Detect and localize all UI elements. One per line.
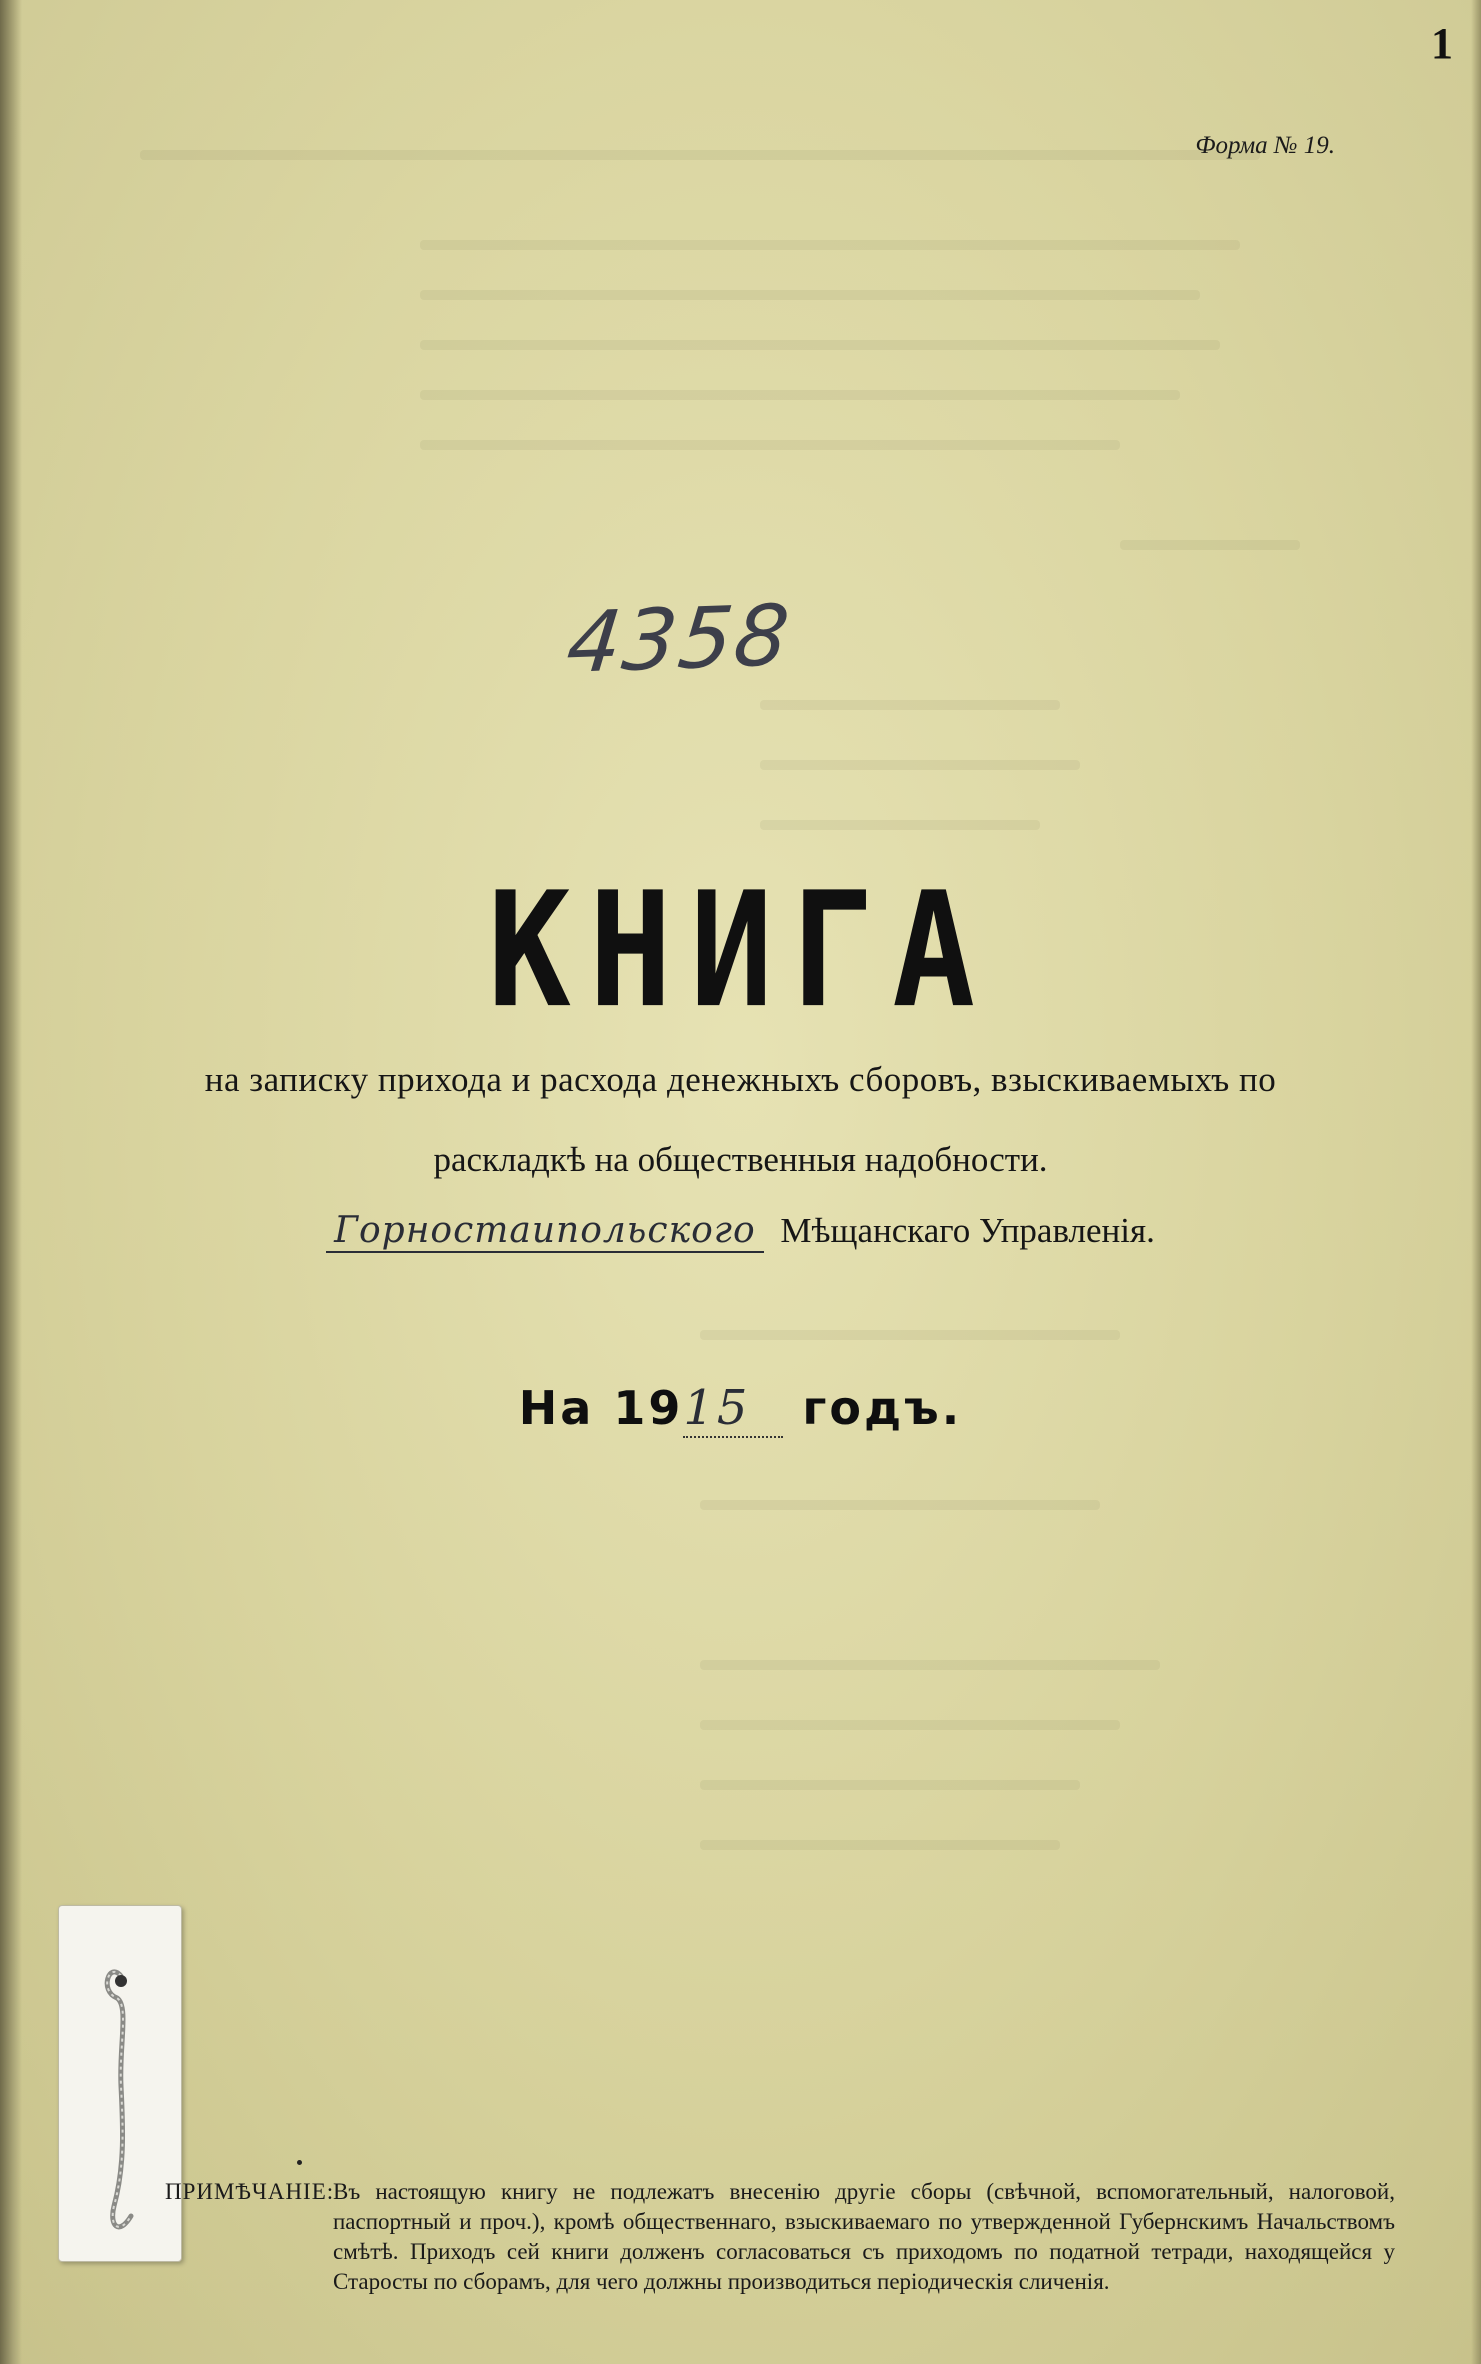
year-suffix: годъ. bbox=[802, 1381, 963, 1435]
bleed-through-line bbox=[700, 1720, 1120, 1730]
bleed-through-line bbox=[700, 1500, 1100, 1510]
bleed-through-line bbox=[420, 440, 1120, 450]
archive-string-tag bbox=[58, 1905, 182, 2262]
bleed-through-line bbox=[700, 1330, 1120, 1340]
bleed-through-line bbox=[760, 700, 1060, 710]
bleed-through-line bbox=[700, 1780, 1080, 1790]
tag-hole bbox=[115, 1975, 127, 1987]
binding-edge bbox=[0, 0, 22, 2364]
page-edge-shadow bbox=[1471, 0, 1481, 2364]
string-icon bbox=[59, 1906, 181, 2261]
footnote-text: Въ настоящую книгу не подлежатъ внесенію другіе сборы (свѣчной, вспомогательный, налоговой, паспортный и проч.), кромѣ общественнаго, взыскиваемаго по утвержденной Губернскимъ Начальствомъ смѣтѣ. Приходъ сей книги долженъ согласоваться съ приходомъ по податной тетради, находящейся у Старосты по сборамъ, для чего должны производиться періодическія сличенія. bbox=[333, 2179, 1395, 2294]
bleed-through-line bbox=[760, 820, 1040, 830]
subtitle-line-1: на записку прихода и расхода денежныхъ сборовъ, взыскиваемыхъ по bbox=[204, 1060, 1277, 1099]
book-title: КНИГА bbox=[487, 857, 994, 1044]
bleed-through-line bbox=[700, 1660, 1160, 1670]
bleed-through-line bbox=[140, 150, 1260, 160]
page-number: 1 bbox=[1431, 19, 1453, 68]
year-prefix: На 19 bbox=[518, 1381, 684, 1435]
archive-number-handwritten: 4358 bbox=[562, 586, 796, 692]
bleed-through-line bbox=[420, 390, 1180, 400]
ink-dot bbox=[297, 2160, 302, 2165]
bleed-through-line bbox=[700, 1840, 1060, 1850]
office-suffix: Мѣщанскаго Управленія. bbox=[780, 1211, 1155, 1250]
bleed-through-line bbox=[420, 290, 1200, 300]
bleed-through-line bbox=[420, 340, 1220, 350]
year-line bbox=[0, 1380, 1481, 1438]
office-line bbox=[0, 1210, 1481, 1253]
handwritten-office-name: Горностаипольского bbox=[326, 1210, 763, 1253]
bleed-through-line bbox=[420, 240, 1240, 250]
bleed-through-line bbox=[760, 760, 1080, 770]
subtitle-line-2: раскладкѣ на общественныя надобности. bbox=[433, 1140, 1048, 1179]
handwritten-year: 15 bbox=[683, 1380, 783, 1438]
footnote-label: ПРИМѢЧАНІЕ: bbox=[165, 2179, 335, 2204]
bleed-through-line bbox=[1120, 540, 1300, 550]
form-label: Форма № 19. bbox=[1195, 132, 1335, 159]
